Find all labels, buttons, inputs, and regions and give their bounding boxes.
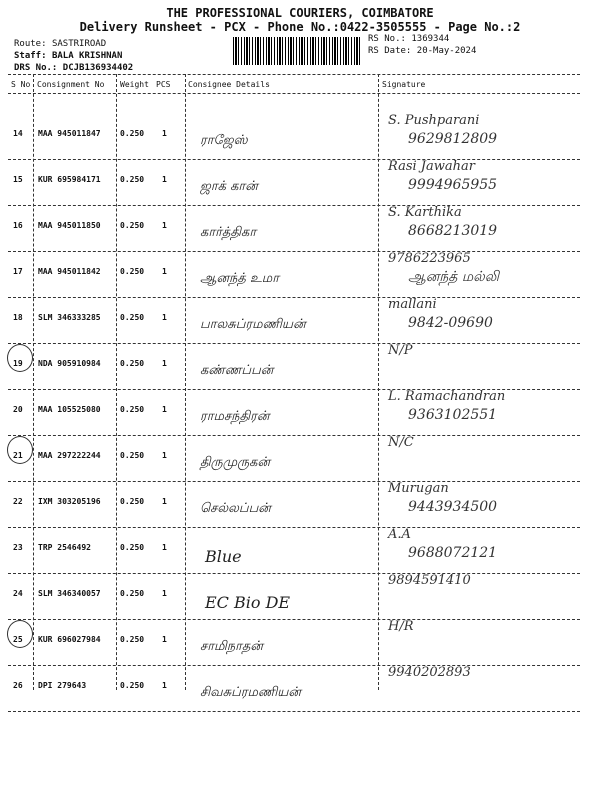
row-consignment-no: TRP 2546492: [38, 543, 91, 552]
row-divider: [8, 251, 580, 252]
row-signature: 9940202893: [388, 665, 471, 680]
row-weight: 0.250: [120, 175, 145, 184]
row-consignment-no: KUR 695984171: [38, 175, 101, 184]
row-pcs: 1: [162, 451, 167, 460]
row-pcs: 1: [162, 175, 167, 184]
drs-value: DCJB136934402: [62, 63, 134, 73]
row-consignee-handwritten: ராமசந்திரன்: [200, 409, 270, 424]
row-divider: [8, 619, 580, 620]
row-weight: 0.250: [120, 451, 145, 460]
row-sno: 23: [13, 543, 23, 552]
row-pcs: 1: [162, 497, 167, 506]
rs-date-line: [368, 46, 476, 56]
staff-value: BALA KRISHNAN: [51, 51, 123, 61]
row-signature: N/P: [388, 343, 413, 358]
row-signature: L. Ramachandran: [388, 389, 506, 404]
row-consignment-no: DPI 279643: [38, 681, 87, 690]
row-pcs: 1: [162, 405, 167, 414]
row-consignment-no: MAA 297222244: [38, 451, 101, 460]
row-sno: 20: [13, 405, 23, 414]
column-header-pcs: PCS: [156, 80, 171, 89]
column-header-sno: S No: [11, 80, 31, 89]
row-signature: 9786223965: [388, 251, 471, 266]
row-divider: [8, 573, 580, 574]
row-weight: 0.250: [120, 589, 145, 598]
row-sno: 15: [13, 175, 23, 184]
row-signature: S. Karthika: [388, 205, 462, 220]
row-signature: N/C: [388, 435, 414, 450]
route-label: Route:: [14, 39, 47, 49]
row-consignment-no: MAA 945011847: [38, 129, 101, 138]
row-signature-phone: ஆனந்த் மல்லி: [408, 269, 499, 285]
row-pcs: 1: [162, 267, 167, 276]
row-consignee-handwritten: கண்ணப்பன்: [200, 363, 274, 378]
runsheet-subtitle: Delivery Runsheet - PCX - Phone No.:0422-3505555 - Page No.:2: [79, 20, 521, 34]
rs-no-line: [368, 34, 449, 44]
row-signature: Rasi Jawahar: [388, 159, 475, 174]
row-divider: [8, 527, 580, 528]
row-signature-phone: 9363102551: [408, 407, 498, 423]
column-header-signature: Signature: [382, 80, 426, 89]
row-signature-phone: 9842-09690: [408, 315, 493, 331]
row-sno: 19: [13, 359, 23, 368]
row-signature: Murugan: [388, 481, 449, 496]
row-signature-phone: 9443934500: [408, 499, 498, 515]
row-sno: 21: [13, 451, 23, 460]
route-line: [14, 38, 106, 50]
table-top-border: [8, 74, 580, 75]
row-divider: [8, 435, 580, 436]
row-consignee-handwritten: சாமிநாதன்: [200, 639, 263, 654]
row-consignment-no: MAA 105525080: [38, 405, 101, 414]
row-divider: [8, 711, 580, 712]
row-weight: 0.250: [120, 221, 145, 230]
row-sno: 14: [13, 129, 23, 138]
drs-label: DRS No.:: [14, 63, 58, 73]
row-weight: 0.250: [120, 129, 145, 138]
row-sno: 22: [13, 497, 23, 506]
row-consignment-no: SLM 346340057: [38, 589, 101, 598]
row-pcs: 1: [162, 129, 167, 138]
header-bottom-border: [8, 93, 580, 94]
row-divider: [8, 159, 580, 160]
row-consignee-handwritten: பாலசுப்ரமணியன்: [200, 317, 306, 332]
row-sno: 26: [13, 681, 23, 690]
row-consignment-no: SLM 346333285: [38, 313, 101, 322]
row-signature-phone: 8668213019: [408, 223, 498, 239]
barcode-image: [233, 37, 361, 65]
column-divider: [185, 74, 186, 690]
row-sno: 24: [13, 589, 23, 598]
row-signature: mallani: [388, 297, 437, 312]
row-weight: 0.250: [120, 313, 145, 322]
row-consignee-handwritten: Blue: [205, 547, 242, 566]
column-divider: [378, 74, 379, 690]
rs-date-value: 20-May-2024: [416, 46, 477, 56]
row-consignee-handwritten: செல்லப்பன்: [200, 501, 271, 516]
row-weight: 0.250: [120, 543, 145, 552]
row-weight: 0.250: [120, 359, 145, 368]
row-consignee-handwritten: சிவசுப்ரமணியன்: [200, 685, 302, 700]
row-consignee-handwritten: ராஜேஸ்: [200, 133, 248, 148]
row-signature: A.A: [388, 527, 411, 542]
row-consignee-handwritten: திருமுருகன்: [200, 455, 271, 470]
row-consignee-handwritten: EC Bio DE: [205, 593, 291, 612]
staff-line: [14, 50, 122, 62]
route-value: SASTRIROAD: [51, 39, 107, 49]
row-pcs: 1: [162, 589, 167, 598]
row-consignment-no: NDA 905910984: [38, 359, 101, 368]
row-sno: 16: [13, 221, 23, 230]
rs-date-label: RS Date:: [368, 46, 412, 56]
row-weight: 0.250: [120, 267, 145, 276]
row-signature-phone: 9994965955: [408, 177, 498, 193]
row-weight: 0.250: [120, 681, 145, 690]
row-divider: [8, 665, 580, 666]
column-header-consignee: Consignee Details: [188, 80, 270, 89]
row-pcs: 1: [162, 359, 167, 368]
row-weight: 0.250: [120, 497, 145, 506]
row-pcs: 1: [162, 681, 167, 690]
row-sno: 25: [13, 635, 23, 644]
row-signature-phone: 9688072121: [408, 545, 498, 561]
row-divider: [8, 205, 580, 206]
rs-no-label: RS No.:: [368, 34, 406, 44]
row-consignee-handwritten: ஜாக் கான்: [200, 179, 258, 194]
row-consignment-no: MAA 945011850: [38, 221, 101, 230]
row-divider: [8, 297, 580, 298]
row-pcs: 1: [162, 635, 167, 644]
row-consignment-no: KUR 696027984: [38, 635, 101, 644]
column-header-weight: Weight: [120, 80, 149, 89]
row-signature: H/R: [388, 619, 414, 634]
column-divider: [116, 74, 117, 690]
row-consignment-no: MAA 945011842: [38, 267, 101, 276]
row-pcs: 1: [162, 221, 167, 230]
row-signature: 9894591410: [388, 573, 471, 588]
row-sno: 17: [13, 267, 23, 276]
row-consignment-no: IXM 303205196: [38, 497, 101, 506]
row-weight: 0.250: [120, 405, 145, 414]
row-signature-phone: 9629812809: [408, 131, 498, 147]
drs-line: [14, 62, 133, 74]
row-divider: [8, 481, 580, 482]
column-divider: [33, 74, 34, 690]
row-weight: 0.250: [120, 635, 145, 644]
row-divider: [8, 343, 580, 344]
row-consignee-handwritten: ஆனந்த் உமா: [200, 271, 280, 286]
staff-label: Staff:: [14, 51, 47, 61]
company-title: THE PROFESSIONAL COURIERS, COIMBATORE: [166, 6, 434, 20]
row-pcs: 1: [162, 313, 167, 322]
row-consignee-handwritten: கார்த்திகா: [200, 225, 257, 240]
rs-no-value: 1369344: [411, 34, 450, 44]
row-signature: S. Pushparani: [388, 113, 480, 128]
row-sno: 18: [13, 313, 23, 322]
column-header-consignment: Consignment No: [37, 80, 105, 89]
row-pcs: 1: [162, 543, 167, 552]
